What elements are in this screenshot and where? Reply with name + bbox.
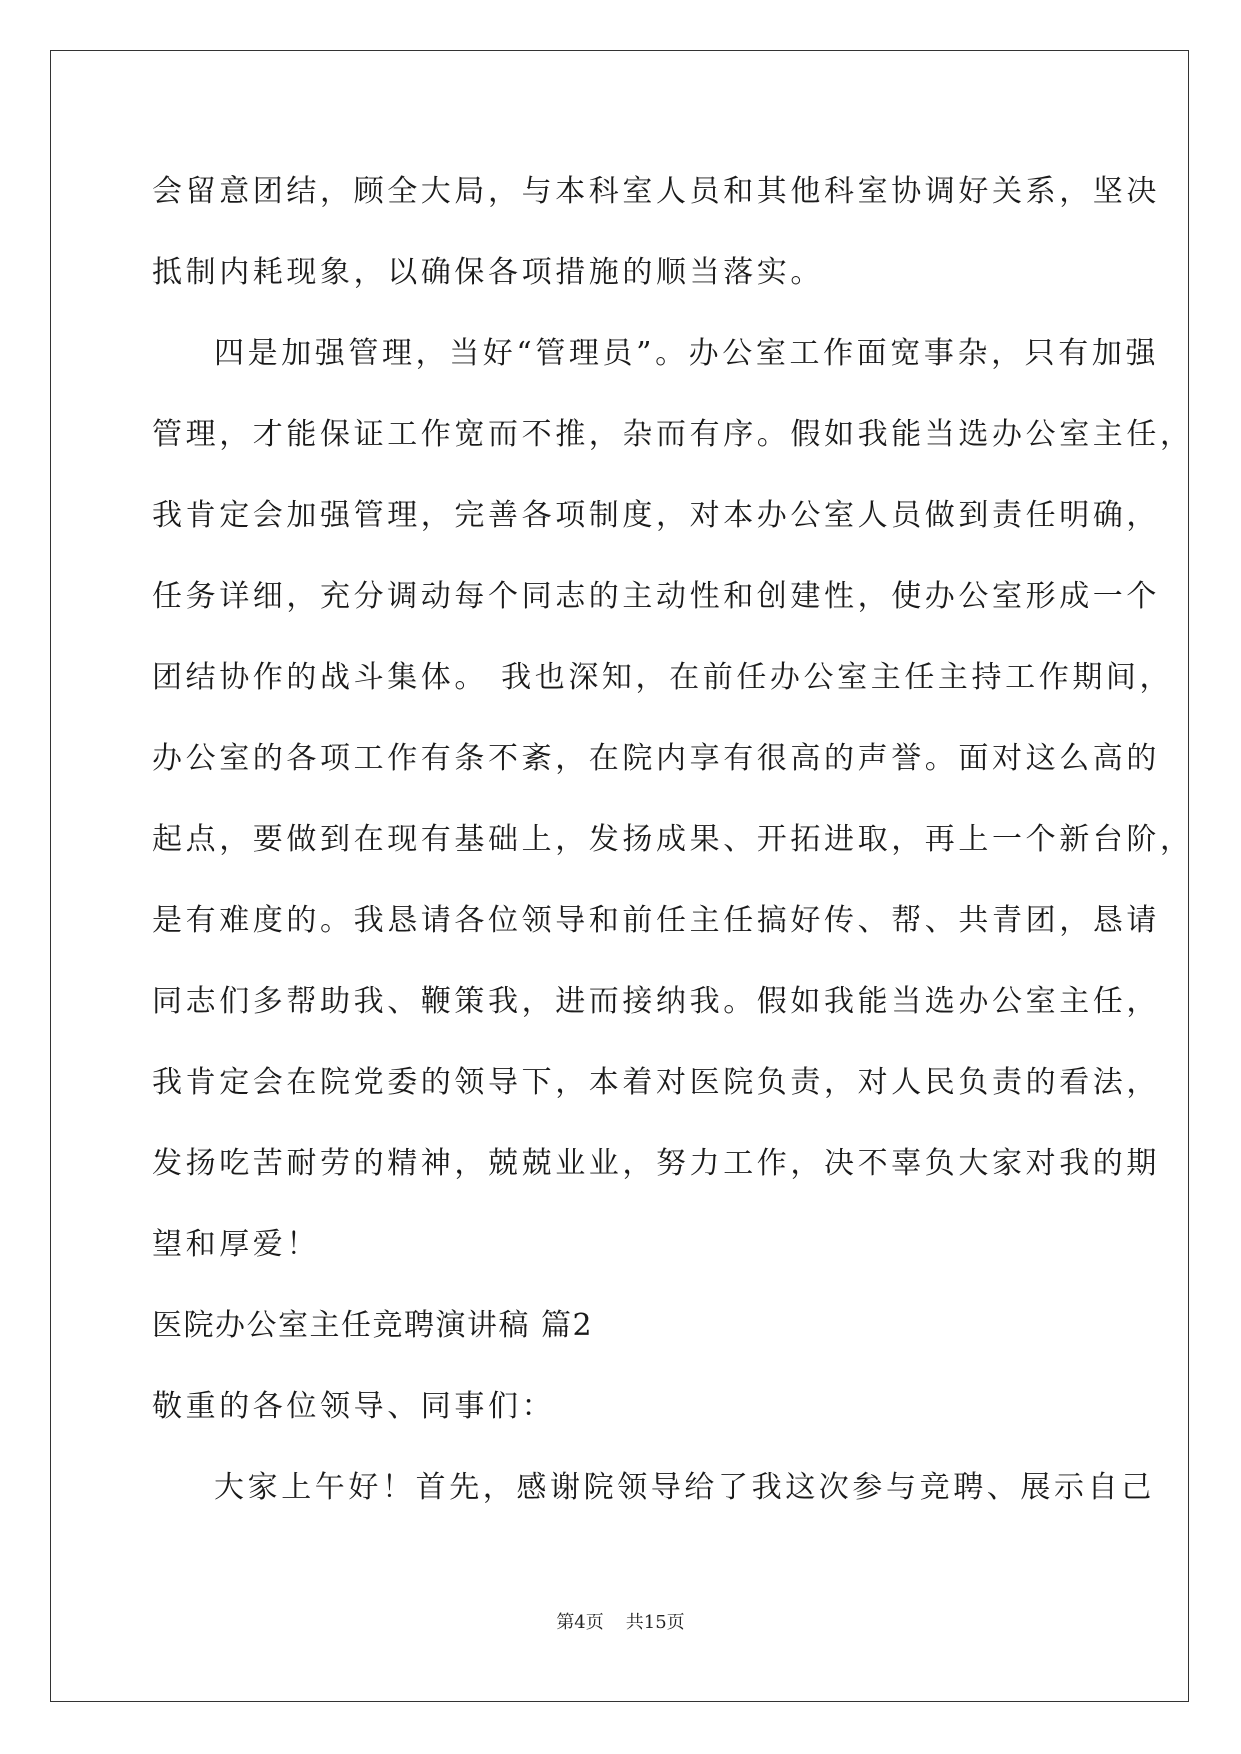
paragraph-line: 望和厚爱！ <box>152 1227 320 1262</box>
paragraph-line: 团结协作的战斗集体。 我也深知，在前任办公室主任主持工作期间， <box>152 660 1174 695</box>
paragraph-line: 是有难度的。我恳请各位领导和前任主任搞好传、帮、共青团，恳请 <box>152 903 1160 938</box>
paragraph-line: 会留意团结，顾全大局，与本科室人员和其他科室协调好关系，坚决 <box>152 174 1160 209</box>
paragraph-line: 大家上午好！首先，感谢院领导给了我这次参与竞聘、展示自己 <box>214 1470 1155 1505</box>
total-pages: 共15页 <box>625 1612 685 1633</box>
paragraph-line: 办公室的各项工作有条不紊，在院内享有很高的声誉。面对这么高的 <box>152 741 1160 776</box>
paragraph-line: 发扬吃苦耐劳的精神，兢兢业业，努力工作，决不辜负大家对我的期 <box>152 1146 1160 1181</box>
paragraph-line: 管理，才能保证工作宽而不推，杂而有序。假如我能当选办公室主任， <box>152 417 1194 452</box>
document-body <box>152 164 1194 1541</box>
section-heading: 医院办公室主任竞聘演讲稿 篇2 <box>152 1308 594 1343</box>
salutation: 敬重的各位领导、同事们： <box>152 1389 556 1424</box>
paragraph-line: 任务详细，充分调动每个同志的主动性和创建性，使办公室形成一个 <box>152 579 1160 614</box>
paragraph-line: 我肯定会加强管理，完善各项制度，对本办公室人员做到责任明确， <box>152 498 1160 533</box>
current-page-number: 第4页 <box>556 1612 604 1633</box>
paragraph-line: 四是加强管理，当好“管理员”。办公室工作面宽事杂，只有加强 <box>214 336 1160 371</box>
paragraph-line: 同志们多帮助我、鞭策我，进而接纳我。假如我能当选办公室主任， <box>152 984 1160 1019</box>
paragraph-line: 我肯定会在院党委的领导下，本着对医院负责，对人民负责的看法， <box>152 1065 1160 1100</box>
paragraph-line: 抵制内耗现象，以确保各项措施的顺当落实。 <box>152 255 824 290</box>
page-footer <box>0 1608 1241 1634</box>
paragraph-line: 起点，要做到在现有基础上，发扬成果、开拓进取，再上一个新台阶， <box>152 822 1194 857</box>
